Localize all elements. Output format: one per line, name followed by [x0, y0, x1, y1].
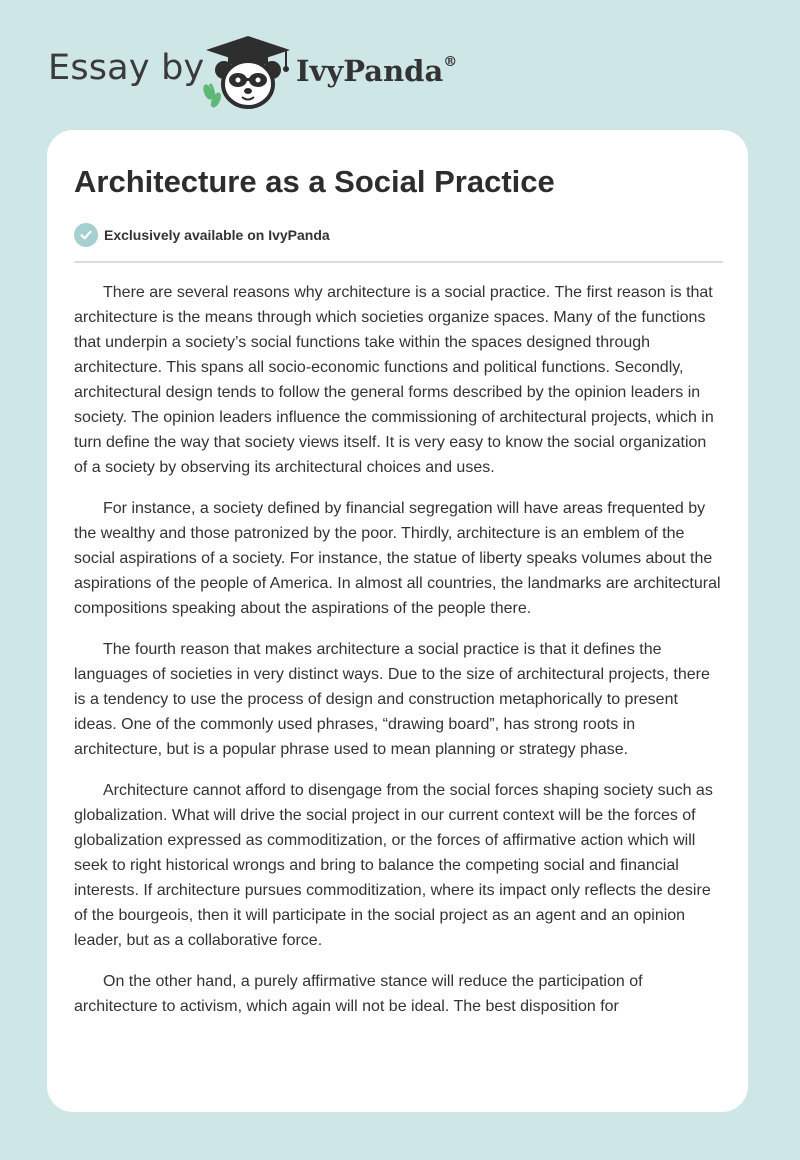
brand-header[interactable] — [48, 34, 508, 114]
page-title: Architecture as a Social Practice — [74, 164, 555, 199]
brand-name: IvyPanda® — [296, 54, 458, 88]
brand-prefix: Essay by — [48, 48, 205, 88]
paragraph: There are several reasons why architecture is a social practice. The first reason is that architecture is the means through which societies organize spaces. Many of the functions that underpin a society’s social functions take within the spaces designed through architecture. This spans all socio-economic functions and political functions. Secondly, architectural design tends to follow the general forms described by the opinion leaders in society. The opinion leaders influence the commissioning of architectural projects, which in turn define the way that society views itself. It is very easy to know the social organization of a society by observing its architectural choices and uses. — [74, 284, 714, 476]
paragraph: Architecture cannot afford to disengage from the social forces shaping society such as globalization. What will drive the social project in our current context will be the forces of globalization expressed as commoditization, or the forces of affirmative action which will seek to right historical wrongs and bring to balance the competing social and financial interests. If architecture pursues commoditization, where its impact only reflects the desire of the bourgeois, then it will participate in the social project as an agent and an opinion leader, but as a collaborative force. — [74, 782, 713, 949]
paragraph: The fourth reason that makes architecture a social practice is that it defines the languages of societies in very distinct ways. Due to the size of architectural projects, there is a tendency to use the process of design and construction metaphorically to present ideas. One of the commonly used phrases, “drawing board”, has strong roots in architecture, but is a popular phrase used to mean planning or strategy phase. — [74, 641, 710, 758]
paragraph: For instance, a society defined by financial segregation will have areas frequented by the wealthy and those patronized by the poor. Thirdly, architecture is an emblem of the social aspirations of a society. For instance, the statue of liberty speaks volumes about the aspirations of the people of America. In almost all countries, the landmarks are architectural compositions speaking about the aspirations of the people there. — [74, 500, 721, 617]
badge-label: Exclusively available on IvyPanda — [104, 227, 330, 243]
check-icon — [74, 223, 98, 247]
paragraph: On the other hand, a purely affirmative stance will reduce the participation of architecture to activism, which again will not be ideal. The best disposition for — [74, 973, 643, 1015]
essay-card — [47, 130, 748, 1112]
exclusive-badge — [74, 223, 330, 247]
essay-body — [74, 280, 722, 1035]
divider — [74, 261, 723, 263]
panda-graduate-icon — [202, 34, 294, 112]
